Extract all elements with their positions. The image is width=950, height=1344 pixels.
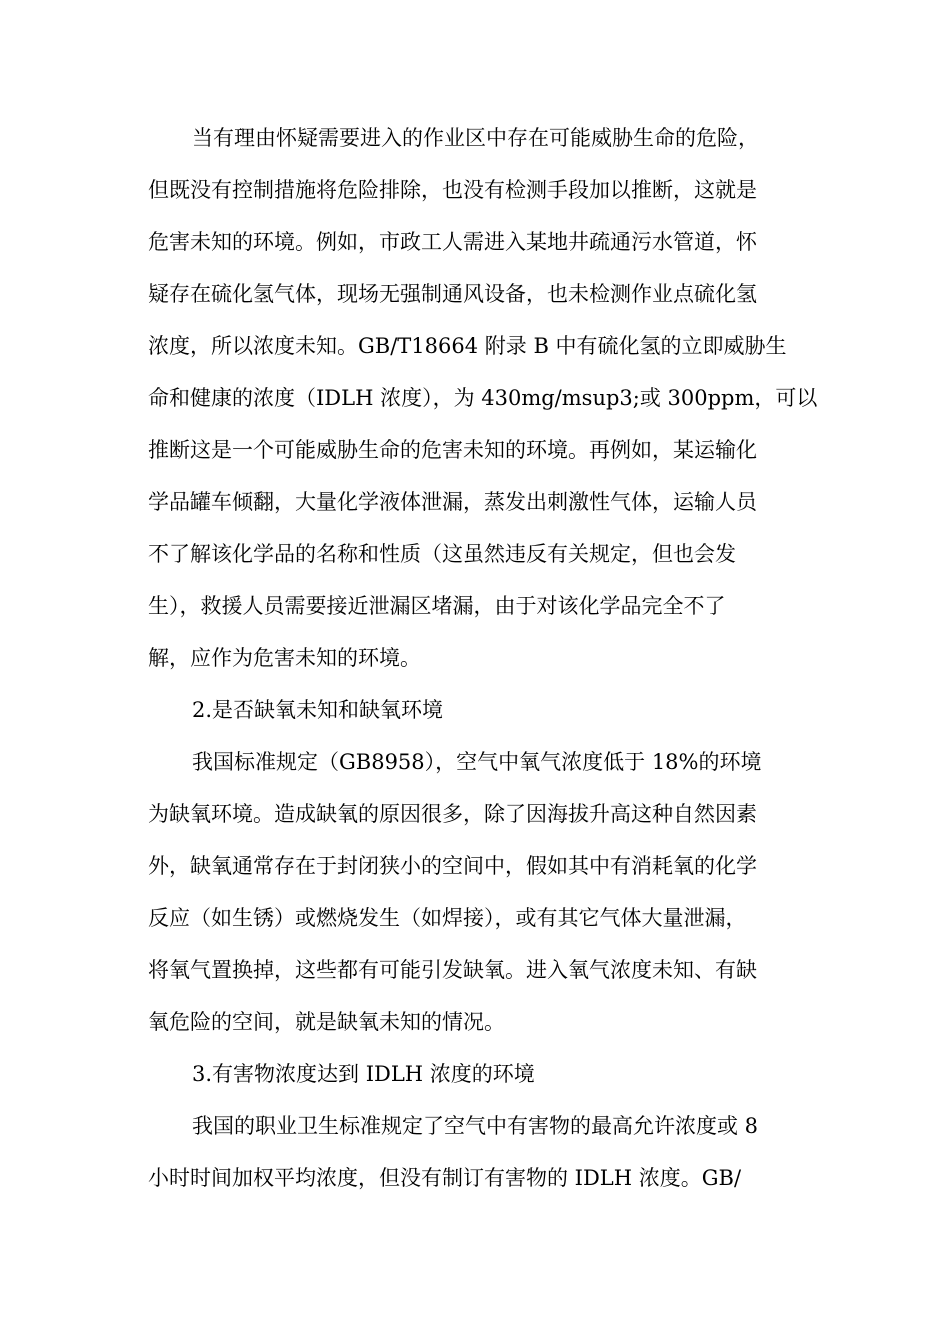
paragraph-1-line-6: 命和健康的浓度（IDLH 浓度），为 430mg/msup3;或 300ppm，可以 bbox=[148, 386, 818, 410]
paragraph-1-line-3: 危害未知的环境。例如，市政工人需进入某地井疏通污水管道，怀 bbox=[148, 230, 757, 254]
paragraph-1-line-10: 生），救援人员需要接近泄漏区堵漏，由于对该化学品完全不了 bbox=[148, 594, 726, 618]
paragraph-1-line-8: 学品罐车倾翻，大量化学液体泄漏，蒸发出刺激性气体，运输人员 bbox=[148, 490, 757, 514]
paragraph-1-line-1: 当有理由怀疑需要进入的作业区中存在可能威胁生命的危险， bbox=[192, 126, 759, 150]
section-heading-3: 3.有害物浓度达到 IDLH 浓度的环境 bbox=[192, 1062, 535, 1086]
paragraph-1-line-2: 但既没有控制措施将危险排除，也没有检测手段加以推断，这就是 bbox=[148, 178, 757, 202]
paragraph-2-line-3: 外，缺氧通常存在于封闭狭小的空间中，假如其中有消耗氧的化学 bbox=[148, 854, 757, 878]
section-heading-2: 2.是否缺氧未知和缺氧环境 bbox=[192, 698, 444, 722]
paragraph-1-line-7: 推断这是一个可能威胁生命的危害未知的环境。再例如，某运输化 bbox=[148, 438, 757, 462]
paragraph-2-line-6: 氧危险的空间，就是缺氧未知的情况。 bbox=[148, 1010, 505, 1034]
paragraph-2-line-1: 我国标准规定（GB8958），空气中氧气浓度低于 18%的环境 bbox=[192, 750, 762, 774]
paragraph-1-line-11: 解，应作为危害未知的环境。 bbox=[148, 646, 421, 670]
paragraph-1-line-4: 疑存在硫化氢气体，现场无强制通风设备，也未检测作业点硫化氢 bbox=[148, 282, 757, 306]
paragraph-3-line-1: 我国的职业卫生标准规定了空气中有害物的最高允许浓度或 8 bbox=[192, 1114, 759, 1138]
paragraph-2-line-4: 反应（如生锈）或燃烧发生（如焊接），或有其它气体大量泄漏， bbox=[148, 906, 747, 930]
paragraph-3-line-2: 小时时间加权平均浓度，但没有制订有害物的 IDLH 浓度。GB/ bbox=[148, 1166, 742, 1190]
paragraph-2-line-2: 为缺氧环境。造成缺氧的原因很多，除了因海拔升高这种自然因素 bbox=[148, 802, 757, 826]
paragraph-1-line-9: 不了解该化学品的名称和性质（这虽然违反有关规定，但也会发 bbox=[148, 542, 736, 566]
paragraph-1-line-5: 浓度，所以浓度未知。GB/T18664 附录 B 中有硫化氢的立即威胁生 bbox=[148, 334, 787, 358]
paragraph-2-line-5: 将氧气置换掉，这些都有可能引发缺氧。进入氧气浓度未知、有缺 bbox=[148, 958, 757, 982]
